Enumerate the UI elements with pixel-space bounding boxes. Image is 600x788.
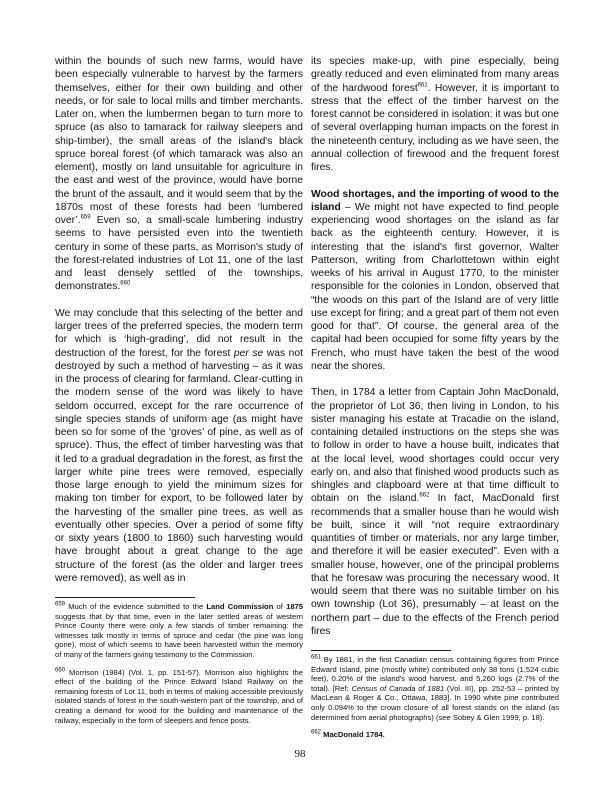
section-heading: Wood shortages, and the importing of wood to the island (311, 188, 559, 213)
footnote-divider (55, 597, 195, 598)
footnote-ref[interactable]: 660 (120, 280, 131, 287)
footnote: $^{659}$ Much of the evidence submitted to the Land Commission of 1875 suggests that by that time, even in the later settled areas of western Prince County there were only a few stands of timber remaining: the witnesses talk mostly in terms of spruce and cedar (the pine was long gone), most of which seems to have been harvested within the memory of many of the farmers giving testimony to the Commission. (55, 601, 304, 660)
page-number: 98 (294, 748, 306, 760)
footnote: $^{661}$ By 1881, in the first Canadian census containing figures from Prince Edward Island, pine (mostly white) contributed only 38 tons (1,524 cubic feet), 0.20% of the island's wood harvest, and 5,260 logs (2.7% of the total). [Ref: Census of Canada of 1881 (Vol. III), pp. 252-53 – printed by MacLean & Roger & Co., Ottawa, 1883]. In 1990 white pine contributed only 0.094% to the crown closure of all forest stands on the island (as determined from aerial photographs) (see Sobey & Glen 1999, p. 18). (311, 654, 559, 722)
footnote-ref[interactable]: 662 (419, 492, 430, 499)
body-paragraph: Then, in 1784 a letter from Captain John MacDonald, the proprietor of Lot 36, then living in London, to his sister managing his estate at Tracadie on the island, containing detailed instructions on the steps she was to follow in order to have a house built, indicates that at the local level, wood shortages could occur very early on, and also that finished wood products such as shingles and clapboard were at that time difficult to obtain on the island.$^{662}$ In fact, MacDonald first recommends that a smaller house than he would wish be built, since it will “not require extraordinary quantities of timber or materials, nor any large timber, and therefore it will be easier executed”. Even with a smaller house, however, one of the principal problems that he foresaw was procuring the necessary wood. It would seem that there was no suitable timber on his own township (Lot 36), presumably – at least on the northern part – due to the effects of the French period fires (311, 387, 559, 637)
body-paragraph: We may conclude that this selecting of the better and larger trees of the preferred species, the modern term for which is ‘high-grading’, did not result in the destruction of the forest, for the forest per se was not destroyed by such a method of harvesting – as it was in the process of clearing for farmland. Clear-cutting in the modern sense of the word was likely to have seldom occurred, except for the rare occurrence of single species stands of uniform age (as might have been so for some of the ‘groves’ of pine, as well as of spruce). Thus, the effect of timber harvesting was that it led to a gradual degradation in the forest, as first the larger white pine trees were removed, especially those large enough to yield the minimum sizes for making ton timber for export, to be followed later by the harvesting of the smaller pine trees, as well as eventually other species. Over a period of some fifty or sixty years (1800 to 1860) such harvesting would have brought about a great change to the age structure of the forest (as the older and larger trees were removed), as well as in (55, 307, 303, 584)
body-paragraph: within the bounds of such new farms, would have been especially vulnerable to harvest by the farmers themselves, either for their own building and other needs, or for sale to local mills and timber merchants. Later on, when the lumbermen began to turn more to spruce (as also to tamarack for railway sleepers and ship-timber), the small areas of the island's black spruce boreal forest (of which tamarack was also an element), mostly on land unsuitable for agriculture in the east and west of the province, would have borne the brunt of the assault, and it would seem that by the 1870s most of these forests had been ‘lumbered over’.$^{659}$ Even so, a small-scale lumbering industry seems to have persisted even into the twentieth century in some of these parts, as Morrison's study of the forest-related industries of Lot 11, one of the last and least densely settled of the townships, demonstrates.$^{660}$ (55, 56, 303, 293)
footnote: $^{660}$ Morrison (1984) (Vol. 1, pp. 151-57). Morrison also highlights the effect of the building of the Prince Edward Island Railway on the remaining forests of Lot 11, both in terms of making accessible previously isolated stands of forest in the south-western part of the township, and of creating a demand for wood for the building and maintenance of the railway, especially in the form of sleepers and fence posts. (55, 667, 303, 725)
left-column (55, 55, 303, 733)
footnote-ref[interactable]: 659 (80, 214, 91, 221)
footnote-ref[interactable]: 661 (417, 82, 428, 89)
footnote: $^{662}$ MacDonald 1784. (311, 729, 385, 740)
body-paragraph: Wood shortages, and the importing of wood to the island – We might not have expected to find people experiencing wood shortages on the island as far back as the eighteenth century. However, it is interesting that the island's first governor, Walter Patterson, writing from Charlottetown within eight weeks of his arrival in August 1770, to the minister responsible for the colonies in London, observed that “the woods on this part of the Island are of very little use except for firing; and a great part of them not even good for that”. Of course, the general area of the capital had been occupied for some fifty years by the French, who must have taken the best of the wood near the shores. (311, 188, 559, 372)
footnote-divider (311, 650, 451, 651)
right-column (311, 55, 559, 748)
body-paragraph: its species make-up, with pine especially, being greatly reduced and even eliminated from many areas of the hardwood forest$^{661}$. However, it is important to stress that the effect of the timber harvest on the forest cannot be considered in isolation: it was but one of several overlapping human impacts on the forest in the nineteenth century, including as we have seen, the annual collection of firewood and the frequent forest fires. (311, 56, 559, 173)
